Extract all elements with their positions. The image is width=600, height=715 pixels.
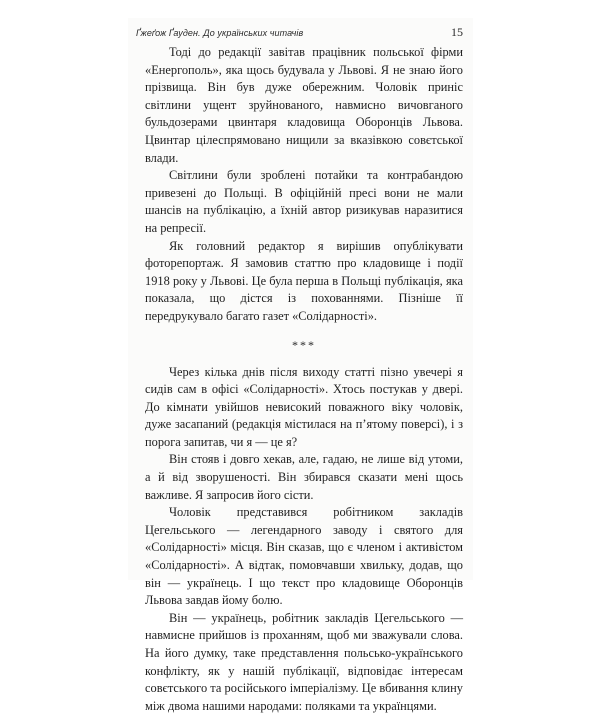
body-text xyxy=(145,44,463,715)
paragraph: Він — українець, робітник закладів Цегельського — навмисне прийшов із проханням, щоб ми зважували слова. На його думку, таке представлення польсько-українського конфлікту, як у нашій публікації, відповідає інтересам совєтського та російського імперіалізму. Це вбивання клину між двома нашими народами: поляками та українцями. xyxy=(145,610,463,713)
paragraph: Він стояв і довго хекав, але, гадаю, не лише від утоми, а й від зворушеності. Він збирався сказати мені щось важливе. Я запросив його сісти. xyxy=(145,452,463,502)
running-head: Ґжеґож Ґауден. До українських читачів xyxy=(136,28,304,38)
paragraph: Як головний редактор я вирішив опублікувати фоторепортаж. Я замовив статтю про кладовище і події 1918 року у Львові. Це була перша в Польщі публікація, яка показала, що дістся із похованнями. Пізніше її передрукувало багато газет «Солідарності». xyxy=(145,238,463,323)
section-separator: *** xyxy=(292,337,316,352)
paragraph: Через кілька днів після виходу статті пізно увечері я сидів сам в офісі «Солідарності». Хтось постукав у двері. До кімнати увійшов невисокий поважного віку чоловік, дуже засапаний (редакція містилася на п’ятому поверсі), і з порога запитав, чи я — це я? xyxy=(145,364,463,449)
paragraph: Світлини були зроблені потайки та контрабандою привезені до Польщі. В офіційній пресі вони не мали шансів на публікацію, а їхній автор ризикував наразитися на репресії. xyxy=(145,168,463,235)
paragraph: Тоді до редакції завітав працівник польської фірми «Енергополь», яка щось будувала у Львові. Я не знаю його прізвища. Він був дуже обережним. Чоловік приніс світлини ущент зруйнованого, навмисно вичовганого бульдозерами цвинтаря кладовища Оборонців Львова. Цвинтар цілеспрямовано нищили за вказівкою совєтської влади. xyxy=(145,45,463,165)
page-number: 15 xyxy=(451,25,463,39)
paragraph: Чоловік представився робітником закладів Цегельського — легендарного заводу і святого для «Солідарності» місця. Він сказав, що є членом і активістом «Солідарності». А відтак, помовчавши хвильку, додав, що він — українець. І що текст про кладовище Оборонців Львова завдав йому болю. xyxy=(145,505,463,608)
